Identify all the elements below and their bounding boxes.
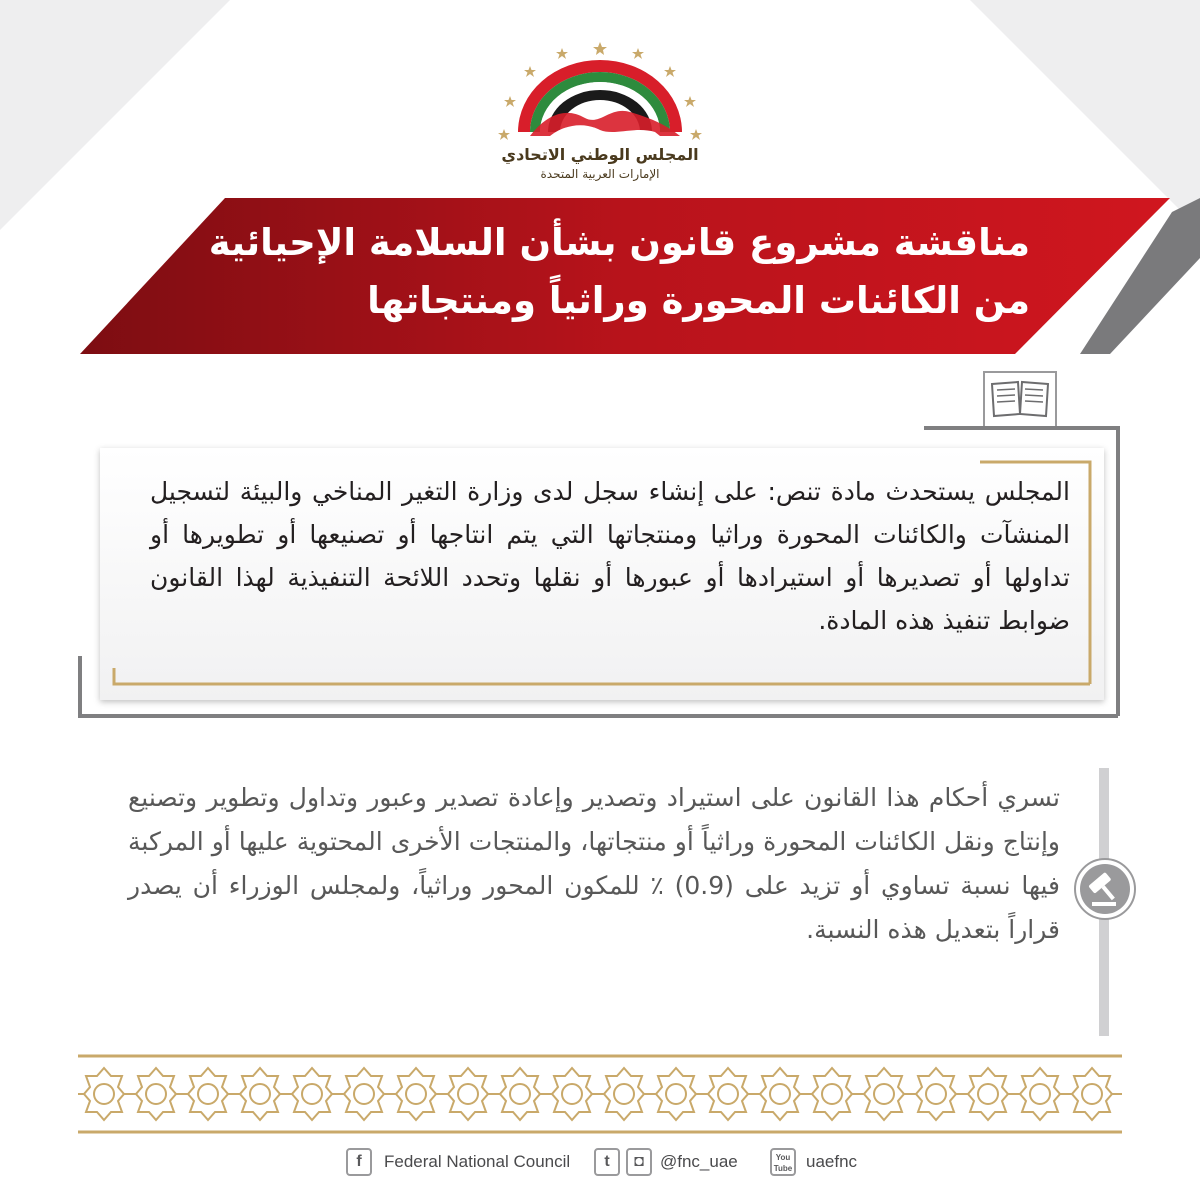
open-book-icon (978, 370, 1062, 430)
social-footer (0, 1146, 1200, 1186)
instagram-icon[interactable]: ◘ (626, 1148, 652, 1176)
top-right-corner-decoration (970, 0, 1200, 230)
islamic-ornament-band (78, 1054, 1122, 1134)
banner-title-line2: من الكائنات المحورة وراثياً ومنتجاتها (367, 279, 1030, 322)
top-left-corner-decoration (0, 0, 230, 230)
article1-text: المجلس يستحدث مادة تنص: على إنشاء سجل لدى وزارة التغير المناخي والبيئة لتسجيل المنشآت والكائنات المحورة وراثيا ومنتجاتها التي يتم انتاجها أو تصنيعها أو تطويرها أو تداولها أو تصديرها أو استيرادها أو عبورها أو نقلها وتحدد اللائحة التنفيذية لهذا القانون ضوابط تنفيذ هذه المادة. (150, 477, 1070, 635)
logo-emblem (490, 36, 710, 146)
facebook-icon[interactable]: f (346, 1148, 372, 1176)
youtube-icon-top: You (775, 1153, 791, 1162)
logo-subtitle: الإمارات العربية المتحدة (540, 167, 660, 181)
title-banner (0, 198, 1200, 354)
article2-text: تسري أحكام هذا القانون على استيراد وتصدير وإعادة تصدير وعبور وتداول وتطوير وتصنيع وإنتاج ونقل الكائنات المحورة وراثياً أو منتجاتها، والمنتجات الأخرى المحتوية عليها أو المركبة فيها نسبة تساوي أو تزيد على (0.9) ٪ للمكون المحور وراثياً، ولمجلس الوزراء أن يصدر قراراً بتعديل هذه النسبة. (128, 783, 1060, 944)
youtube-icon-bottom: Tube (773, 1164, 793, 1173)
logo-title: المجلس الوطني الاتحادي (501, 145, 699, 164)
youtube-icon[interactable] (770, 1148, 796, 1176)
gavel-icon (1080, 864, 1130, 914)
banner-title-line1: مناقشة مشروع قانون بشأن السلامة الإحيائية (208, 221, 1030, 264)
youtube-handle[interactable]: uaefnc (806, 1152, 858, 1171)
twitter-handle[interactable]: @fnc_uae (660, 1152, 738, 1171)
facebook-label[interactable]: Federal National Council (384, 1152, 571, 1171)
fnc-logo (490, 36, 710, 186)
twitter-icon[interactable]: t (594, 1148, 620, 1176)
